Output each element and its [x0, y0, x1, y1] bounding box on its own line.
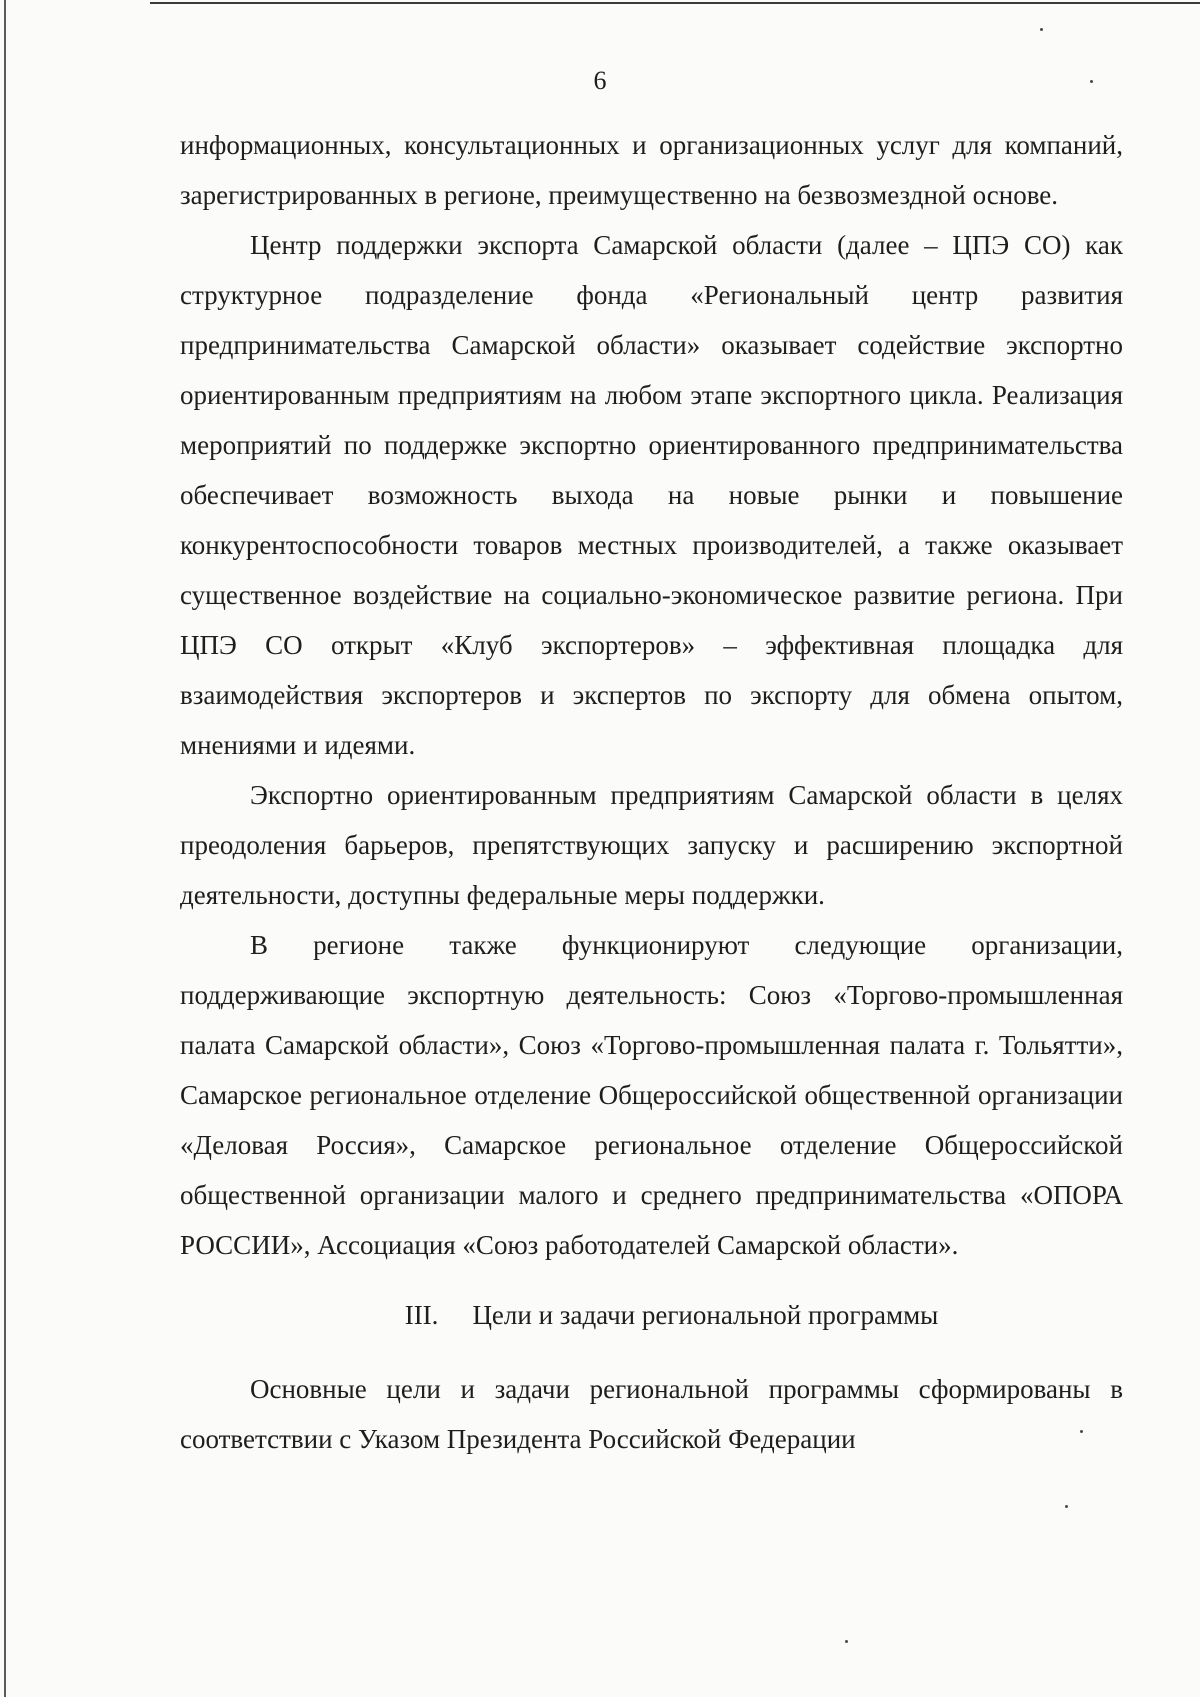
scan-speck [1040, 28, 1043, 31]
paragraph-federal-support: Экспортно ориентированным предприятиям Самарской области в целях преодоления барьеров, препятствующих запуску и расширению экспортной деятельности, доступны федеральные меры поддержки. [180, 780, 1123, 910]
scan-speck [1065, 1505, 1068, 1508]
paragraph-organizations: В регионе также функционируют следующие организации, поддерживающие экспортную деятельность: Союз «Торгово-промышленная палата Самарской области», Союз «Торгово-промышленная палата г. Тольятти», Самарское региональное отделение Общероссийской общественной организации «Деловая Россия», Самарское региональное отделение Общероссийской общественной организации малого и среднего предпринимательства «ОПОРА РОССИИ», Ассоциация «Союз работодателей Самарской области». [180, 930, 1123, 1260]
paragraph-continuation: информационных, консультационных и организационных услуг для компаний, зарегистрированных в регионе, преимущественно на безвозмездной основе. [180, 130, 1123, 210]
section-title: Цели и задачи региональной программы [472, 1300, 939, 1330]
scan-speck [845, 1640, 848, 1643]
section-number: III. [404, 1300, 439, 1330]
scan-top-edge [150, 2, 1200, 4]
scan-left-edge [4, 0, 6, 1697]
document-body [180, 120, 1123, 1464]
page-number: 6 [593, 66, 607, 95]
paragraph-export-center: Центр поддержки экспорта Самарской области (далее – ЦПЭ СО) как структурное подразделение фонда «Региональный центр развития предпринимательства Самарской области» оказывает содействие экспортно ориентированным предприятиям на любом этапе экспортного цикла. Реализация мероприятий по поддержке экспортно ориентированного предпринимательства обеспечивает возможность выхода на новые рынки и повышение конкурентоспособности товаров местных производителей, а также оказывает существенное воздействие на социально-экономическое развитие региона. При ЦПЭ СО открыт «Клуб экспортеров» – эффективная площадка для взаимодействия экспортеров и экспертов по экспорту для обмена опытом, мнениями и идеями. [180, 230, 1123, 760]
paragraph-goals: Основные цели и задачи региональной программы сформированы в соответствии с Указом Президента Российской Федерации [180, 1374, 1123, 1454]
section-heading [180, 1290, 1123, 1340]
